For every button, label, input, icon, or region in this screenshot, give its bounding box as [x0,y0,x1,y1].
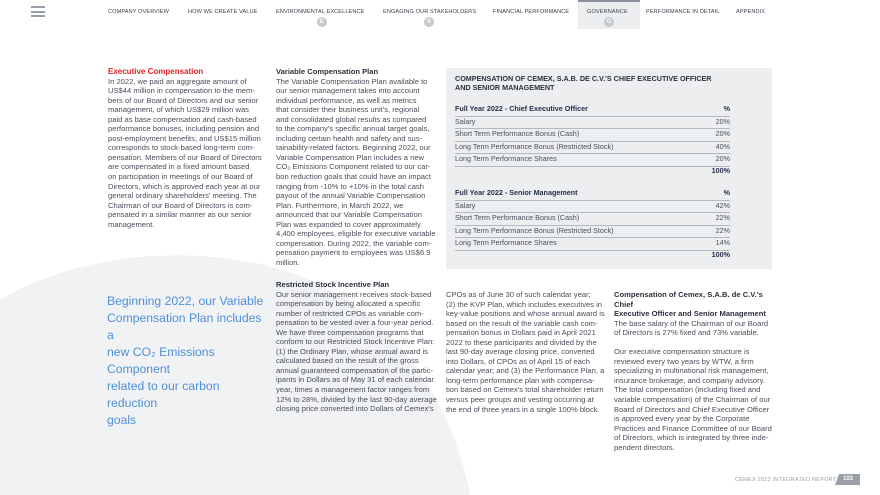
text-line: last 90-day average closing price, converted [446,347,595,357]
table-row [455,212,730,226]
text-line: 12% to 28%, divided by the last 90-day average [276,394,437,404]
restricted-stock-continued [446,290,611,414]
row-label: Salary [455,200,476,210]
text-line: pensation bonus in Dollars paid in April 2021 [446,328,596,338]
table-section-header [455,103,730,117]
text-line: post-employment benefits, and US$15 million [108,133,261,143]
text-line: tion based on Cemex's total shareholder return [446,385,604,395]
governance-badge-icon[interactable]: G [604,17,614,27]
text-line: year, times a management factor ranges from [276,385,430,395]
row-label: Long Term Performance Bonus (Restricted Stock) [455,225,614,235]
text-line: announced that our Variable Compensation [276,210,422,220]
text-line: variable compensation) of the Chairman of our [614,394,771,404]
text-line: number of restricted CPOs as variable com- [276,308,424,318]
text-line: pensated in a similar manner as our senior [108,210,252,220]
row-value: 20% [715,116,730,126]
text-line: CPOs as of June 30 of such calendar year; [446,290,591,299]
page-number[interactable]: 103 [842,476,853,482]
heading-line: Executive Officer and Senior Management [614,309,766,319]
footer-report-name: CEMEX 2022 INTEGRATED REPORT [735,477,837,483]
text-line: The base salary of the Chairman of our Board [614,318,769,328]
text-line: closing price converted into Dollars of Cemex's [276,404,434,414]
text-line: calculated based on the result of the gross [276,356,419,366]
nav-performance-in-detail[interactable]: PERFORMANCE IN DETAIL [646,9,720,15]
table-title-line: COMPENSATION OF CEMEX, S.A.B. DE C.V.'S CHIEF EXECUTIVE OFFICER [455,74,712,83]
row-value: 20% [715,129,730,138]
text-line: management, of which US$29 million was [108,105,249,115]
nav-active-indicator [578,0,640,2]
menu-icon[interactable] [31,6,45,17]
pull-quote-line: Beginning 2022, our Variable [107,294,264,308]
row-label: Short Term Performance Bonus (Cash) [455,213,580,222]
text-line: paid as base compensation and cash-based [108,114,257,124]
ceo-compensation-paragraph-2 [614,347,774,452]
table-row [455,116,730,130]
social-badge-icon[interactable]: S [424,17,434,27]
nav-how-we-create-value[interactable]: HOW WE CREATE VALUE [188,9,258,15]
text-line: are compensated in a fixed amount based [108,162,250,172]
text-line: insurance brokerage, and company advisory. [614,375,765,385]
pull-quote-line: goals [107,413,137,427]
text-line: pensation to be vested over a four-year period. [276,318,434,328]
text-line: calendar year; and (3) the Performance Plan, a [446,366,605,376]
row-value: 22% [715,225,730,235]
pull-quote-line: new CO₂ Emissions Component [107,345,215,376]
text-line: million. [276,257,300,267]
variable-compensation-text [276,77,441,268]
text-line: bon reduction goals that could have an impact [276,172,431,182]
text-line: The Variable Compensation Plan available to [276,76,428,86]
text-line: on participation in meetings of our Board of [108,172,253,182]
text-line: (1) the Ordinary Plan, whose annual award is [276,346,428,356]
text-line: ranging from -10% to +10% in the total cash [276,181,424,191]
nav-financial-performance[interactable]: FINANCIAL PERFORMANCE [493,9,570,15]
section-header-label: Full Year 2022 - Chief Executive Officer [455,104,588,113]
table-row [455,128,730,142]
top-navigation [0,0,880,30]
text-line: of Directors is 27% fixed and 73% variable. [614,328,759,338]
text-line: 4,400 employees, eligible for executive variable [276,229,436,239]
text-line: In 2022, we paid an aggregate amount of [108,76,247,86]
restricted-stock-continued-text [446,290,611,414]
nav-appendix[interactable]: APPENDIX [736,9,766,15]
text-line: Our senior management receives stock-based [276,289,432,299]
text-line: We have three compensation programs that [276,327,424,337]
row-total: 100% [711,250,730,259]
heading-line: Compensation of Cemex, S.A.B. de C.V.'s Chief [614,290,763,309]
section-header-unit: % [723,104,730,113]
pull-quote-line: Compensation Plan includes a [107,311,262,342]
table-total-row [455,249,730,262]
row-label: Long Term Performance Bonus (Restricted Stock) [455,141,614,151]
text-line: Practices and Finance Committee of our Board [614,423,772,433]
text-line: performance bonuses, including pension and [108,124,260,134]
text-line: Plan was expanded to cover approximately [276,219,421,229]
table-row [455,141,730,155]
text-line: to the company's specific annual target goals, [276,124,430,134]
nav-governance[interactable]: GOVERNANCE [587,9,628,15]
pull-quote-line: related to our carbon reduction [107,379,220,410]
text-line: Variable Compensation Plan includes a new [276,152,425,162]
nav-environmental-excellence[interactable]: ENVIRONMENTAL EXCELLENCE [276,9,365,15]
row-label: Short Term Performance Bonus (Cash) [455,129,580,138]
text-line: into Dollars, of CPOs as of April 15 of each [446,356,590,366]
text-line: management. [108,219,155,229]
table-row [455,225,730,239]
executive-compensation-text [108,77,268,230]
ceo-compensation-heading [614,290,774,319]
compensation-table-title [455,74,755,93]
text-line: (2) the KVP Plan, which includes executives in [446,299,603,309]
text-line: that consider their business unit's, regional [276,105,420,115]
text-line: pensation payment to employees was US$6.9 [276,248,431,258]
text-line: 2022 to these participants and divided by the [446,337,597,347]
text-line: ipants in Dollars as of May 31 of each calendar [276,375,434,385]
text-line: bers of our Board of Directors and our senior [108,95,259,105]
restricted-stock-heading: Restricted Stock Incentive Plan [276,280,390,289]
table-title-line: AND SENIOR MANAGEMENT [455,83,555,93]
text-line: including certain health and safety and sus- [276,133,423,143]
text-line: US$44 million in compensation to the mem- [108,86,255,96]
text-line: Our executive compensation structure is [614,347,750,357]
text-line: pensation. Members of our Board of Directors [108,152,262,162]
text-line: CO₂ Emissions Component related to our car- [276,162,431,172]
text-line: annual guaranteed compensation of the partic- [276,365,434,375]
text-line: corresponds to stock-based long-term com- [108,143,255,153]
row-value: 22% [715,213,730,222]
text-line: long-term performance plan with compensa- [446,375,595,385]
variable-compensation-heading: Variable Compensation Plan [276,67,379,76]
text-line: based on the result of the variable cash com- [446,318,598,328]
executive-compensation-heading: Executive Compensation [108,67,204,76]
row-total: 100% [711,166,730,175]
row-value: 42% [715,200,730,210]
text-line: general ordinary shareholders' meeting. The [108,191,257,201]
text-line: conform to our Restricted Stock Incentive Plan: [276,337,435,347]
text-line: the end of three years in a single 100% block. [446,404,600,414]
variable-compensation-section [276,67,441,267]
text-line: Chairman of our Board of Directors is com- [108,200,253,210]
row-label: Long Term Performance Shares [455,238,557,247]
text-line: reviewed every two years by WTW, a firm [614,356,754,366]
text-line: compensation. During 2022, the variable com- [276,238,432,248]
text-line: versus peer groups and vesting occurring at [446,395,594,405]
environmental-badge-icon[interactable]: E [317,17,327,27]
section-header-label: Full Year 2022 - Senior Management [455,188,578,197]
text-line: and consolidated global results as compared [276,114,427,124]
text-line: Directors, which is approved each year at our [108,181,261,191]
row-label: Salary [455,116,476,126]
table-row [455,200,730,214]
text-line: is approved every year by the Corporate [614,414,750,424]
section-header-unit: % [723,188,730,197]
text-line: Plan. Furthermore, in March 2022, we [276,200,404,210]
text-line: payout of the annual Variable Compensation [276,191,426,201]
text-line: our senior management takes into account [276,86,420,96]
table-section-header [455,187,730,201]
row-label: Long Term Performance Shares [455,154,557,163]
text-line: key-value positions and whose annual award is [446,309,605,319]
nav-engaging-stakeholders[interactable]: ENGAGING OUR STAKEHOLDERS [383,9,477,15]
text-line: compensation by being allocated a specific [276,299,421,309]
row-value: 14% [715,238,730,247]
table-total-row [455,165,730,178]
nav-company-overview[interactable]: COMPANY OVERVIEW [108,9,169,15]
pull-quote [107,293,267,429]
text-line: The total compensation (including fixed and [614,385,761,395]
text-line: pendent directors. [614,442,675,452]
restricted-stock-section [276,280,441,414]
executive-compensation-section [108,67,268,229]
text-line: individual performance, as well as metrics [276,95,417,105]
text-line: tainability-related factors. Beginning 2022, our [276,143,431,153]
restricted-stock-text [276,290,441,414]
row-value: 20% [715,154,730,163]
text-line: specializing in multinational risk management, [614,366,769,376]
ceo-compensation-section [614,290,774,452]
text-line: Board of Directors and Chief Executive Officer [614,404,770,414]
ceo-compensation-paragraph-1 [614,319,774,338]
text-line: of Directors, which is integrated by three inde- [614,433,769,443]
row-value: 40% [715,141,730,151]
